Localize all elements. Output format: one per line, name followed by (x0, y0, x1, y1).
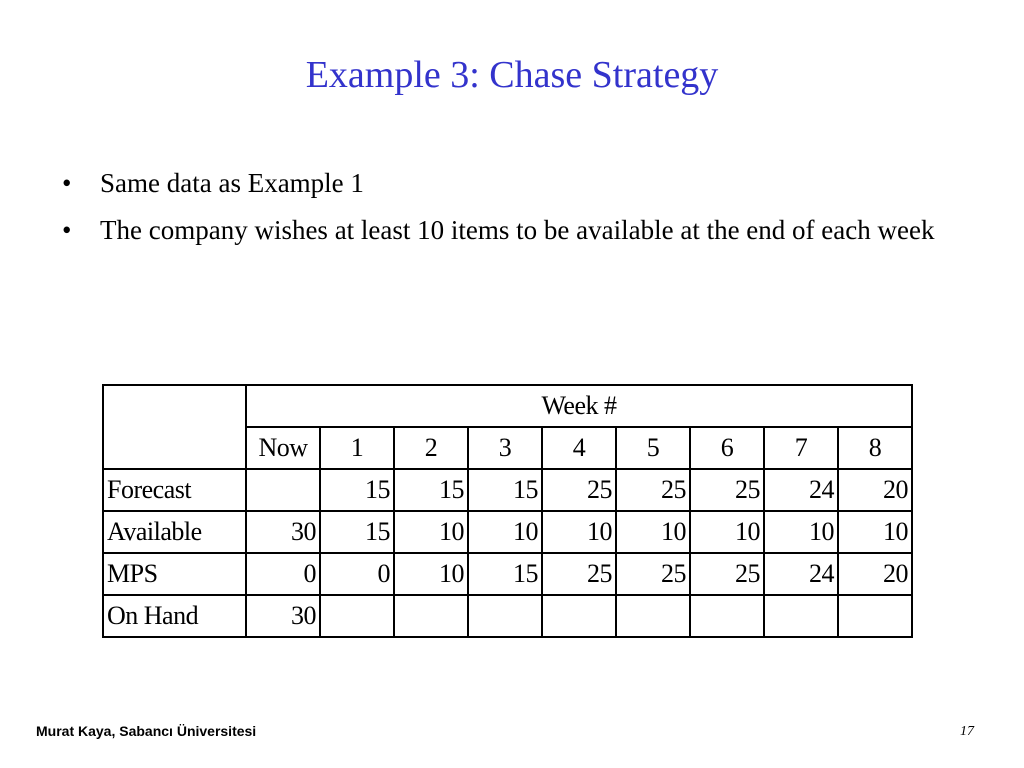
table-row (103, 553, 912, 595)
column-header: 5 (616, 427, 690, 469)
table-header-row (103, 385, 912, 427)
table-cell: 25 (690, 553, 764, 595)
bullet-marker: • (62, 215, 72, 245)
table-cell: 25 (542, 553, 616, 595)
row-label-mps: MPS (103, 553, 246, 595)
table-row (103, 595, 912, 637)
table-cell: 25 (690, 469, 764, 511)
bullet-list (62, 165, 942, 259)
column-header: 2 (394, 427, 468, 469)
column-header: 3 (468, 427, 542, 469)
column-header: 1 (320, 427, 394, 469)
table-cell: 10 (690, 511, 764, 553)
table-cell (246, 469, 320, 511)
column-header: Now (246, 427, 320, 469)
table-cell: 20 (838, 469, 912, 511)
mps-table (102, 384, 913, 638)
table-cell: 24 (764, 553, 838, 595)
table-corner-cell (103, 385, 246, 469)
table-cell: 25 (616, 469, 690, 511)
table-cell (542, 595, 616, 637)
week-group-header: Week # (246, 385, 912, 427)
table-cell: 0 (246, 553, 320, 595)
table-cell: 0 (320, 553, 394, 595)
table-cell: 10 (764, 511, 838, 553)
table-cell (690, 595, 764, 637)
table-cell (468, 595, 542, 637)
table-cell: 10 (394, 553, 468, 595)
page-number: 17 (960, 724, 974, 739)
row-label-available: Available (103, 511, 246, 553)
table-cell: 15 (394, 469, 468, 511)
table-cell: 25 (616, 553, 690, 595)
row-label-on-hand: On Hand (103, 595, 246, 637)
bullet-item (62, 165, 942, 202)
table-cell: 30 (246, 595, 320, 637)
table-cell: 10 (542, 511, 616, 553)
row-label-forecast: Forecast (103, 469, 246, 511)
table-cell (764, 595, 838, 637)
column-header: 7 (764, 427, 838, 469)
table-cell: 15 (320, 469, 394, 511)
table-cell: 15 (468, 553, 542, 595)
table-cell: 10 (468, 511, 542, 553)
table-cell: 10 (838, 511, 912, 553)
table-cell: 10 (616, 511, 690, 553)
table-row (103, 469, 912, 511)
footer-author: Murat Kaya, Sabancı Üniversitesi (36, 723, 257, 739)
table-cell: 25 (542, 469, 616, 511)
column-header: 8 (838, 427, 912, 469)
bullet-text: Same data as Example 1 (100, 168, 364, 198)
column-header: 4 (542, 427, 616, 469)
bullet-item (62, 212, 942, 249)
table-cell: 20 (838, 553, 912, 595)
table-cell (394, 595, 468, 637)
slide-title: Example 3: Chase Strategy (305, 54, 719, 96)
table-cell: 24 (764, 469, 838, 511)
table-cell (616, 595, 690, 637)
column-header: 6 (690, 427, 764, 469)
bullet-marker: • (62, 168, 72, 198)
table-row (103, 511, 912, 553)
table-cell: 10 (394, 511, 468, 553)
table-cell: 30 (246, 511, 320, 553)
table-cell: 15 (320, 511, 394, 553)
table-cell: 15 (468, 469, 542, 511)
table-cell (838, 595, 912, 637)
table-cell (320, 595, 394, 637)
bullet-text: The company wishes at least 10 items to be available at the end of each week (100, 215, 935, 245)
